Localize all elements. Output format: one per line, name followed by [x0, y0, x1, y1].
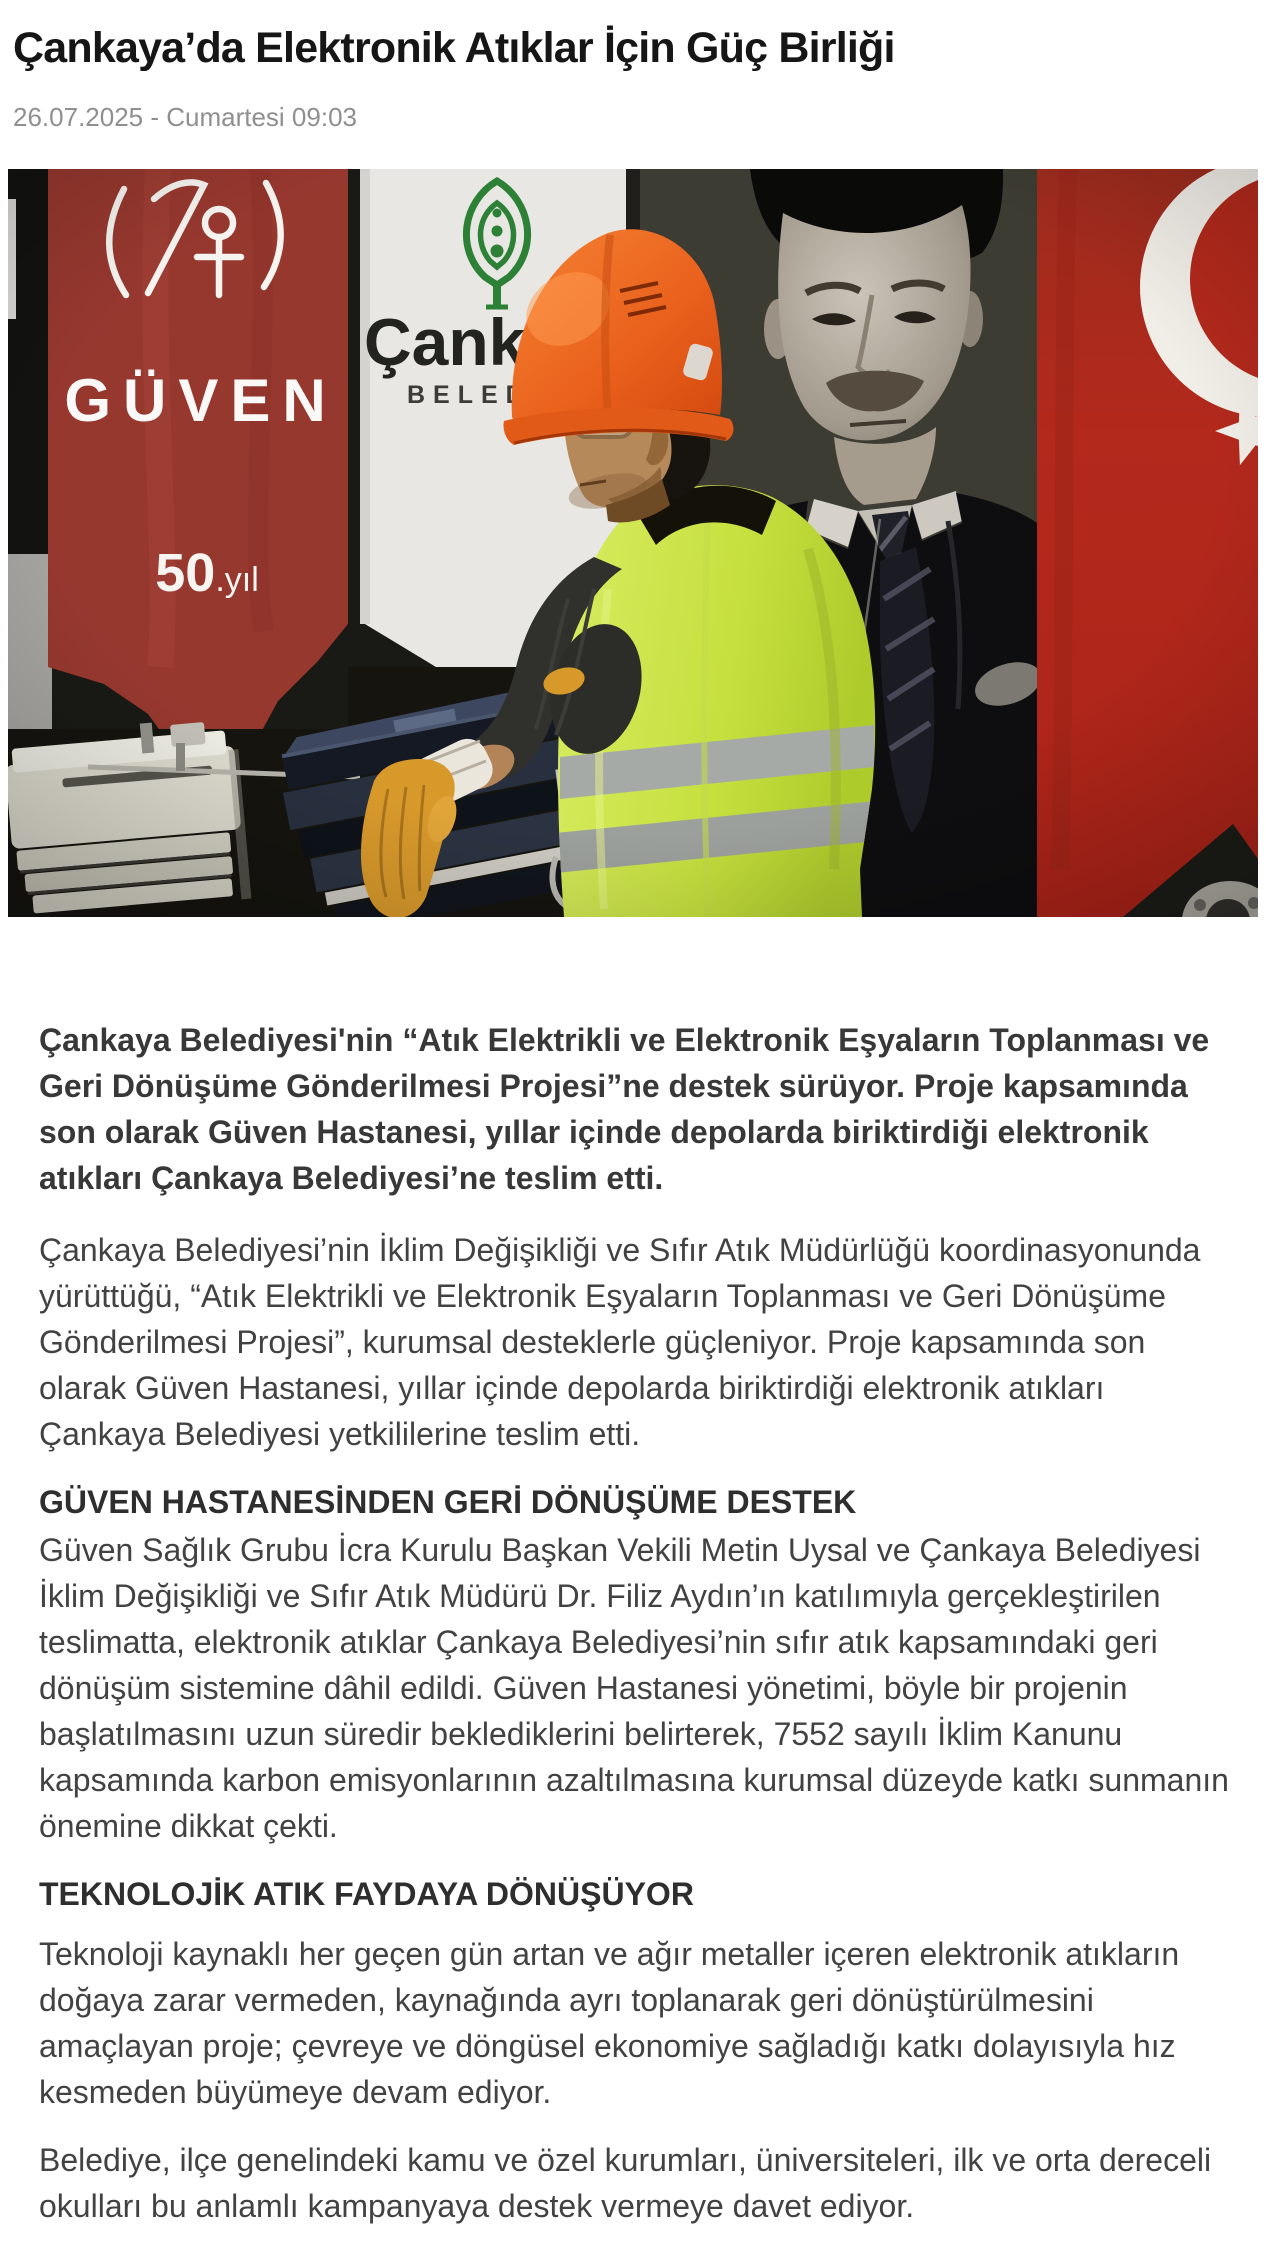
- page-title: Çankaya’da Elektronik Atıklar İçin Güç Birliği: [13, 24, 895, 72]
- publish-date: 26.07.2025 - Cumartesi 09:03: [13, 102, 357, 133]
- article-paragraph: Belediye, ilçe genelindeki kamu ve özel kurumları, üniversiteleri, ilk ve orta dereceli okulları bu anlamlı kampanyaya destek vermeye davet ediyor.: [39, 2142, 1212, 2225]
- article-photo: [8, 169, 1258, 917]
- article-lede: Çankaya Belediyesi'nin “Atık Elektrikli ve Elektronik Eşyaların Toplanması ve Geri Dönüşüme Gönderilmesi Projesi”ne destek sürüyor. Proje kapsamında son olarak Güven Hastanesi, yıllar içinde depolarda biriktirdiği elektronik atıkları Çankaya Belediyesi’ne teslim etti.: [39, 1022, 1210, 1197]
- article-page: [0, 24, 1266, 2229]
- photo-illustration: [8, 169, 1258, 917]
- section-heading-teknolojik: TEKNOLOJİK ATIK FAYDAYA DÖNÜŞÜYOR: [39, 1876, 694, 1913]
- article-paragraph: Teknoloji kaynaklı her geçen gün artan ve ağır metaller içeren elektronik atıkların doğaya zarar vermeden, kaynağında ayrı toplanarak geri dönüştürülmesini amaçlayan proje; çevreye ve döngüsel ekonomiye sağladığı katkı dolayısıyla hız kesmeden büyümeye devam ediyor.: [39, 1936, 1180, 2111]
- article-body: [39, 1017, 1231, 2229]
- article-paragraph: Güven Sağlık Grubu İcra Kurulu Başkan Vekili Metin Uysal ve Çankaya Belediyesi İklim Değişikliği ve Sıfır Atık Müdürü Dr. Filiz Aydın’ın katılımıyla gerçekleştirilen teslimatta, elektronik atıklar Çankaya Belediyesi’nin sıfır atık kapsamındaki geri dönüşüm sistemine dâhil edildi. Güven Hastanesi yönetimi, böyle bir projenin başlatılmasını uzun süredir beklediklerini belirterek, 7552 sayılı İklim Kanunu kapsamında karbon emisyonlarının azaltılmasına kurumsal düzeyde katkı sunmanın önemine dikkat çekti.: [39, 1532, 1229, 1845]
- article-paragraph: Çankaya Belediyesi’nin İklim Değişikliği ve Sıfır Atık Müdürlüğü koordinasyonunda yürüttüğü, “Atık Elektrikli ve Elektronik Eşyaların Toplanması ve Geri Dönüşüme Gönderilmesi Projesi”, kurumsal desteklerle güçleniyor. Proje kapsamında son olarak Güven Hastanesi, yıllar içinde depolarda biriktirdiği elektronik atıkları Çankaya Belediyesi yetkililerine teslim etti.: [39, 1232, 1201, 1453]
- section-heading-guven: GÜVEN HASTANESİNDEN GERİ DÖNÜŞÜME DESTEK: [39, 1484, 857, 1521]
- photo-vignette: [8, 169, 1258, 917]
